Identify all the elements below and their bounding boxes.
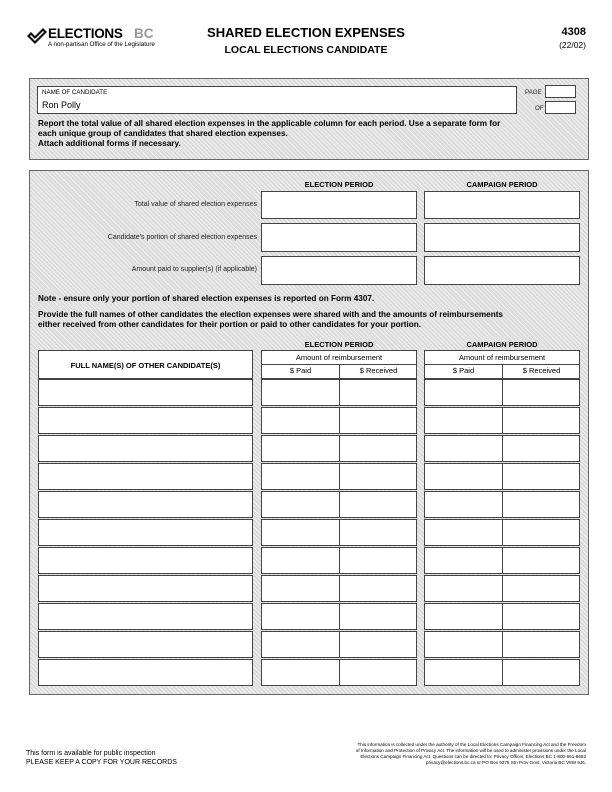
row-column-divider <box>339 548 340 573</box>
names-column-header <box>38 350 253 379</box>
election-amount-row[interactable] <box>261 631 417 658</box>
amount-paid-election-field[interactable] <box>261 256 417 285</box>
campaign-amount-row[interactable] <box>424 491 580 518</box>
campaign-paid-label: $ Paid <box>452 366 475 375</box>
row-column-divider <box>502 436 503 461</box>
row-column-divider <box>339 464 340 489</box>
form-subtitle: LOCAL ELECTIONS CANDIDATE <box>224 44 388 56</box>
form-number: 4308 <box>561 26 586 38</box>
campaign-amount-row[interactable] <box>424 659 580 686</box>
amount-paid-campaign-field[interactable] <box>424 256 580 285</box>
candidate-name-row[interactable] <box>38 575 253 602</box>
candidate-name-row[interactable] <box>38 463 253 490</box>
candidate-name-row[interactable] <box>38 603 253 630</box>
table-election-period-header: ELECTION PERIOD <box>304 340 374 349</box>
row-column-divider <box>339 408 340 433</box>
election-amount-row[interactable] <box>261 463 417 490</box>
total-shared-campaign-field[interactable] <box>424 191 580 219</box>
candidate-name-label: NAME OF CANDIDATE <box>42 89 108 96</box>
campaign-amount-row[interactable] <box>424 519 580 546</box>
election-paid-label: $ Paid <box>289 366 312 375</box>
total-shared-election-field[interactable] <box>261 191 417 219</box>
campaign-amount-row[interactable] <box>424 435 580 462</box>
campaign-amount-row[interactable] <box>424 575 580 602</box>
candidate-name-row[interactable] <box>38 379 253 406</box>
election-amount-row[interactable] <box>261 575 417 602</box>
row-column-divider <box>339 520 340 545</box>
election-reimbursement-label: Amount of reimbursement <box>295 353 383 362</box>
provide-names-line-2: either received from other candidates for their portion or paid to other candidates for your portion. <box>38 320 422 329</box>
of-label: OF <box>535 105 544 112</box>
form-4307-note: Note - ensure only your portion of shared election expenses is reported on Form 4307. <box>38 294 375 303</box>
election-amount-row[interactable] <box>261 491 417 518</box>
election-amount-row[interactable] <box>261 407 417 434</box>
election-period-header: ELECTION PERIOD <box>304 180 374 189</box>
keep-copy-text: PLEASE KEEP A COPY FOR YOUR RECORDS <box>26 759 177 766</box>
candidate-name-row[interactable] <box>38 547 253 574</box>
candidate-name-row[interactable] <box>38 491 253 518</box>
row-column-divider <box>339 380 340 405</box>
row-column-divider <box>502 632 503 657</box>
candidate-portion-campaign-field[interactable] <box>424 223 580 252</box>
campaign-amount-row[interactable] <box>424 463 580 490</box>
row-column-divider <box>502 408 503 433</box>
campaign-period-header: CAMPAIGN PERIOD <box>466 180 538 189</box>
page-total-field[interactable] <box>545 101 576 114</box>
public-inspection-text: This form is available for public inspection <box>26 750 156 757</box>
election-reimbursement-header <box>261 350 417 379</box>
instruction-line-3: Attach additional forms if necessary. <box>38 139 181 148</box>
row-column-divider <box>502 380 503 405</box>
election-amount-row[interactable] <box>261 435 417 462</box>
privacy-line-4: privacy@elections.bc.ca or PO Box 9275 Stn Prov Govt, Victoria BC V8W 9J6. <box>425 760 586 765</box>
candidate-name-row[interactable] <box>38 407 253 434</box>
candidate-portion-label: Candidate's portion of shared election expenses <box>107 234 257 241</box>
row-column-divider <box>502 464 503 489</box>
election-amount-row[interactable] <box>261 547 417 574</box>
privacy-line-1: This information is collected under the authority of the Local Elections Campaign Financing Act and the Freedom <box>357 742 586 747</box>
campaign-received-label: $ Received <box>522 366 561 375</box>
candidate-name-field[interactable] <box>37 86 517 114</box>
logo-text: ELECTIONS <box>48 26 123 41</box>
campaign-reimbursement-header <box>424 350 580 379</box>
table-campaign-period-header: CAMPAIGN PERIOD <box>466 340 538 349</box>
logo-tagline: A non-partisan Office of the Legislature <box>48 41 155 48</box>
names-header-text: FULL NAME(S) OF OTHER CANDIDATE(S) <box>70 361 221 370</box>
instruction-line-1: Report the total value of all shared election expenses in the applicable column for each period. Use a separate form for <box>38 119 501 128</box>
candidate-name-row[interactable] <box>38 659 253 686</box>
election-amount-row[interactable] <box>261 379 417 406</box>
row-column-divider <box>339 604 340 629</box>
privacy-notice <box>300 742 586 766</box>
row-column-divider <box>339 576 340 601</box>
row-column-divider <box>502 660 503 685</box>
candidate-name-row[interactable] <box>38 519 253 546</box>
row-column-divider <box>502 520 503 545</box>
campaign-reimbursement-label: Amount of reimbursement <box>458 353 546 362</box>
form-version: (22/02) <box>559 40 586 50</box>
privacy-line-3: Elections Campaign Financing Act. Questions can be directed to: Privacy Officer, Elections BC 1-800-661-8683 <box>360 754 586 759</box>
candidate-name-row[interactable] <box>38 631 253 658</box>
privacy-line-2: of Information and Protection of Privacy Act. The information will be used to administer provisions under the Local <box>355 748 586 753</box>
election-received-label: $ Received <box>359 366 398 375</box>
election-amount-row[interactable] <box>261 659 417 686</box>
form-title: SHARED ELECTION EXPENSES <box>207 25 405 40</box>
instruction-line-2: each unique group of candidates that shared election expenses. <box>38 129 288 138</box>
campaign-amount-row[interactable] <box>424 603 580 630</box>
candidate-portion-election-field[interactable] <box>261 223 417 252</box>
row-column-divider <box>339 632 340 657</box>
row-column-divider <box>339 492 340 517</box>
logo-suffix: BC <box>134 26 154 41</box>
campaign-amount-row[interactable] <box>424 631 580 658</box>
checkmark-logo-icon <box>26 27 48 47</box>
elections-bc-logo <box>26 26 176 52</box>
page-number-field[interactable] <box>545 85 576 98</box>
campaign-amount-row[interactable] <box>424 407 580 434</box>
campaign-amount-row[interactable] <box>424 547 580 574</box>
candidate-name-row[interactable] <box>38 435 253 462</box>
row-column-divider <box>502 604 503 629</box>
row-column-divider <box>502 576 503 601</box>
election-amount-row[interactable] <box>261 519 417 546</box>
campaign-amount-row[interactable] <box>424 379 580 406</box>
election-amount-row[interactable] <box>261 603 417 630</box>
amount-paid-supplier-label: Amount paid to supplier(s) (if applicable) <box>131 266 257 273</box>
page-label: PAGE <box>525 89 542 96</box>
total-shared-label: Total value of shared election expenses <box>134 201 257 208</box>
row-column-divider <box>502 492 503 517</box>
candidate-name-value: Ron Polly <box>42 100 81 110</box>
row-column-divider <box>502 548 503 573</box>
row-column-divider <box>339 660 340 685</box>
row-column-divider <box>339 436 340 461</box>
provide-names-line-1: Provide the full names of other candidates the election expenses were shared with and the amounts of reimbursements <box>38 310 503 319</box>
